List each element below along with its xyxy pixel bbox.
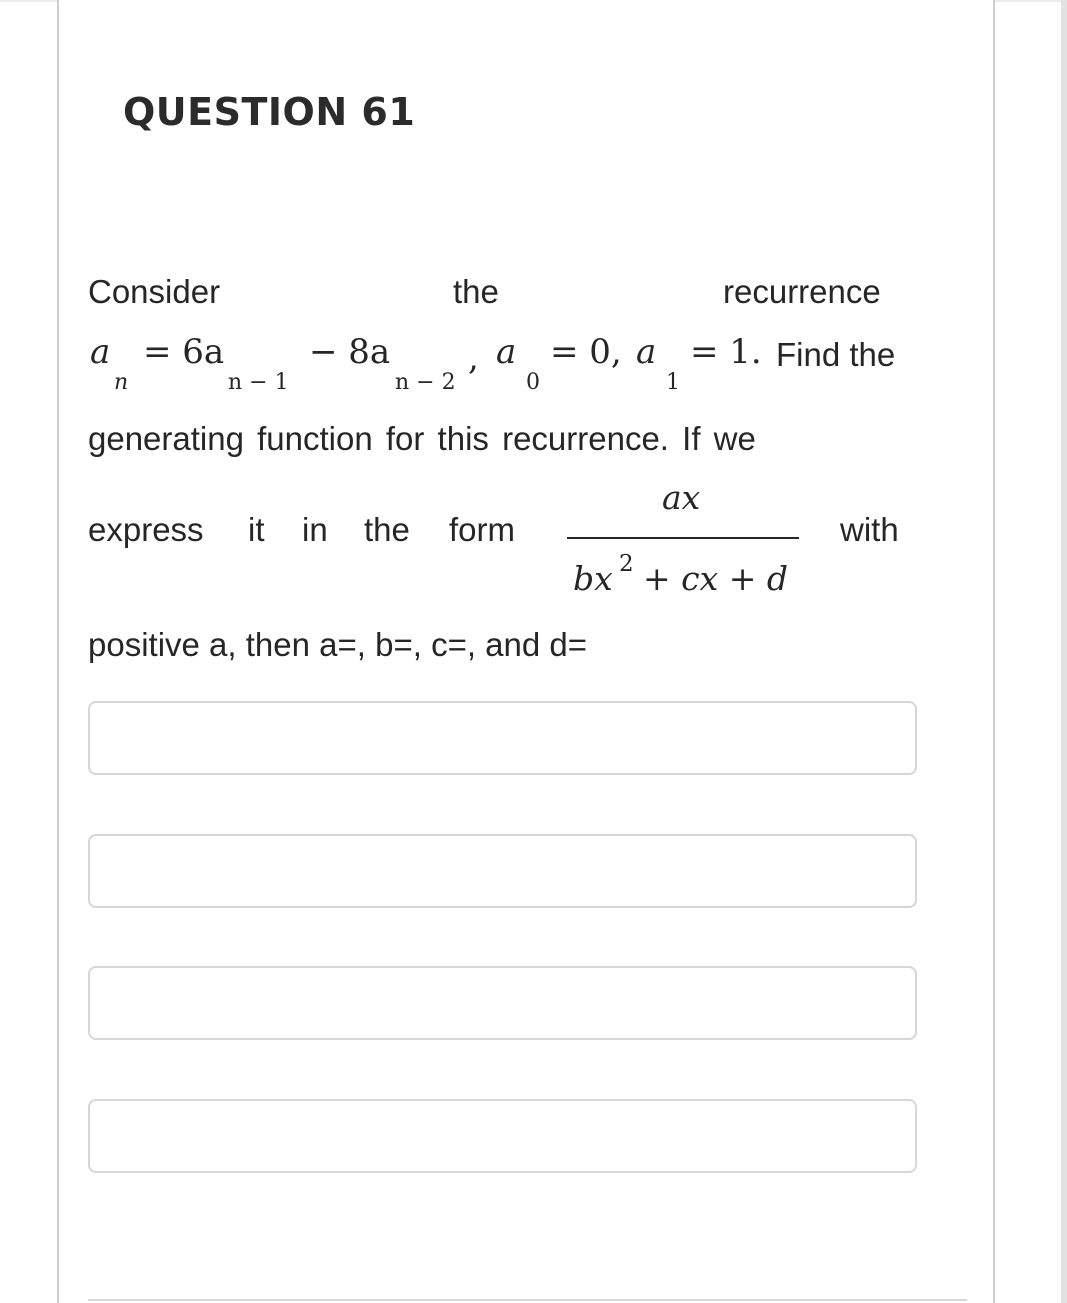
math-a: a: [90, 332, 111, 372]
math-minus-8a: − 8a: [309, 332, 391, 372]
prompt-word-with: with: [840, 511, 899, 548]
answer-field-d[interactable]: [88, 1099, 917, 1173]
prompt-line-positive: positive a, then a=, b=, c=, and d=: [88, 626, 588, 663]
prompt-word-consider: Consider: [88, 273, 221, 310]
fraction-numerator: ax: [662, 478, 701, 517]
question-title: QUESTION 61: [123, 90, 416, 134]
math-a0: a: [496, 332, 517, 372]
math-sub-n: n: [114, 370, 129, 395]
math-eq-0: = 0,: [550, 332, 622, 372]
prompt-word-recurrence: recurrence: [723, 273, 881, 310]
prompt-word-it: it: [248, 511, 265, 548]
prompt-word-form: form: [449, 511, 515, 548]
fraction-superscript-2: 2: [619, 551, 634, 577]
prompt-line-generating: generating function for this recurrence. If we: [88, 420, 756, 457]
scrollbar-track[interactable]: [1061, 0, 1067, 1303]
prompt-find-the: Find the: [776, 336, 896, 373]
answer-field-c[interactable]: [88, 966, 917, 1040]
section-divider: [88, 1299, 967, 1301]
answer-field-a[interactable]: [88, 701, 917, 775]
prompt-word-express: express: [88, 511, 204, 548]
math-eq-1: = 1.: [690, 332, 762, 372]
fraction-bar: [567, 537, 799, 539]
math-sub-n-minus-2: n − 2: [395, 370, 456, 395]
math-sub-0: 0: [526, 370, 540, 395]
math-eq-6a: = 6a: [143, 332, 225, 372]
answer-field-b[interactable]: [88, 834, 917, 908]
math-comma: ,: [468, 338, 479, 378]
fraction-denominator-rest: + cx + d: [643, 559, 788, 598]
prompt-word-in: in: [302, 511, 328, 548]
prompt-word-the-2: the: [364, 511, 410, 548]
math-sub-1: 1: [666, 370, 680, 395]
math-sub-n-minus-1: n − 1: [228, 370, 289, 395]
prompt-word-the: the: [453, 273, 499, 310]
fraction-denominator-bx: bx: [573, 559, 613, 598]
math-a1: a: [636, 332, 657, 372]
